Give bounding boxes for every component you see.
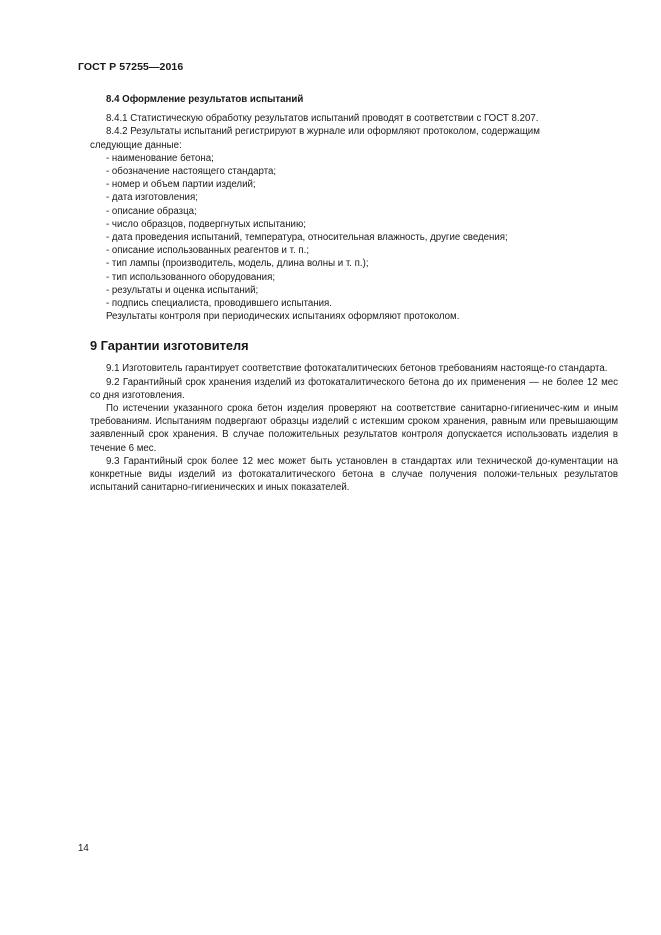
paragraph-8-4-2: 8.4.2 Результаты испытаний регистрируют в журнале или оформляют протоколом, содержащим xyxy=(106,126,540,138)
document-body xyxy=(90,93,618,494)
paragraph-8-4-1: 8.4.1 Статистическую обработку результатов испытаний проводят в соответствии с ГОСТ 8.207. xyxy=(106,113,539,125)
paragraph-closing: Результаты контроля при периодических испытаниях оформляют протоколом. xyxy=(106,311,460,323)
list-item: - описание образца; xyxy=(106,205,618,218)
list-item: - подпись специалиста, проводившего испытания. xyxy=(106,297,618,310)
paragraph-9-3: 9.3 Гарантийный срок более 12 мес может быть установлен в стандартах или технической до-кументации на конкретные виды изделий из фотокаталитического бетона в случае получения положи-тельных результатов испытаний санитарно-гигиенических и иных показателей. xyxy=(90,455,618,494)
data-list xyxy=(90,152,618,310)
document-header: ГОСТ Р 57255—2016 xyxy=(78,61,184,73)
section-title-9: 9 Гарантии изготовителя xyxy=(90,338,249,354)
paragraph-9-2-expiry: По истечении указанного срока бетон изделия проверяют на соответствие санитарно-гигиеничес-ким и иным требованиям. Испытаниям подвергают образцы изделий с истекшим сроком хранения, равным или превышающим заявленный срок хранения. В случае положительных результатов контроля допускается использовать изделия в течение 6 мес. xyxy=(90,403,618,454)
subsection-title-8-4: 8.4 Оформление результатов испытаний xyxy=(106,94,304,105)
list-item: - обозначение настоящего стандарта; xyxy=(106,165,618,178)
list-item: - номер и объем партии изделий; xyxy=(106,178,618,191)
list-item: - наименование бетона; xyxy=(106,152,618,165)
list-item: - тип использованного оборудования; xyxy=(106,271,618,284)
list-item: - результаты и оценка испытаний; xyxy=(106,284,618,297)
list-item: - дата изготовления; xyxy=(106,191,618,204)
list-item: - дата проведения испытаний, температура, относительная влажность, другие сведения; xyxy=(106,231,618,244)
list-item: - тип лампы (производитель, модель, длина волны и т. п.); xyxy=(106,257,618,270)
paragraph-9-1: 9.1 Изготовитель гарантирует соответствие фотокаталитических бетонов требованиям настояще-го стандарта. xyxy=(106,363,608,375)
paragraph-9-2: 9.2 Гарантийный срок хранения изделий из фотокаталитического бетона до их применения — не более 12 мес со дня изготовления. xyxy=(90,376,618,401)
list-item: - число образцов, подвергнутых испытанию; xyxy=(106,218,618,231)
paragraph-8-4-2-continued: следующие данные: xyxy=(90,139,182,151)
list-item: - описание использованных реагентов и т. п.; xyxy=(106,244,618,257)
page-number: 14 xyxy=(78,843,89,854)
